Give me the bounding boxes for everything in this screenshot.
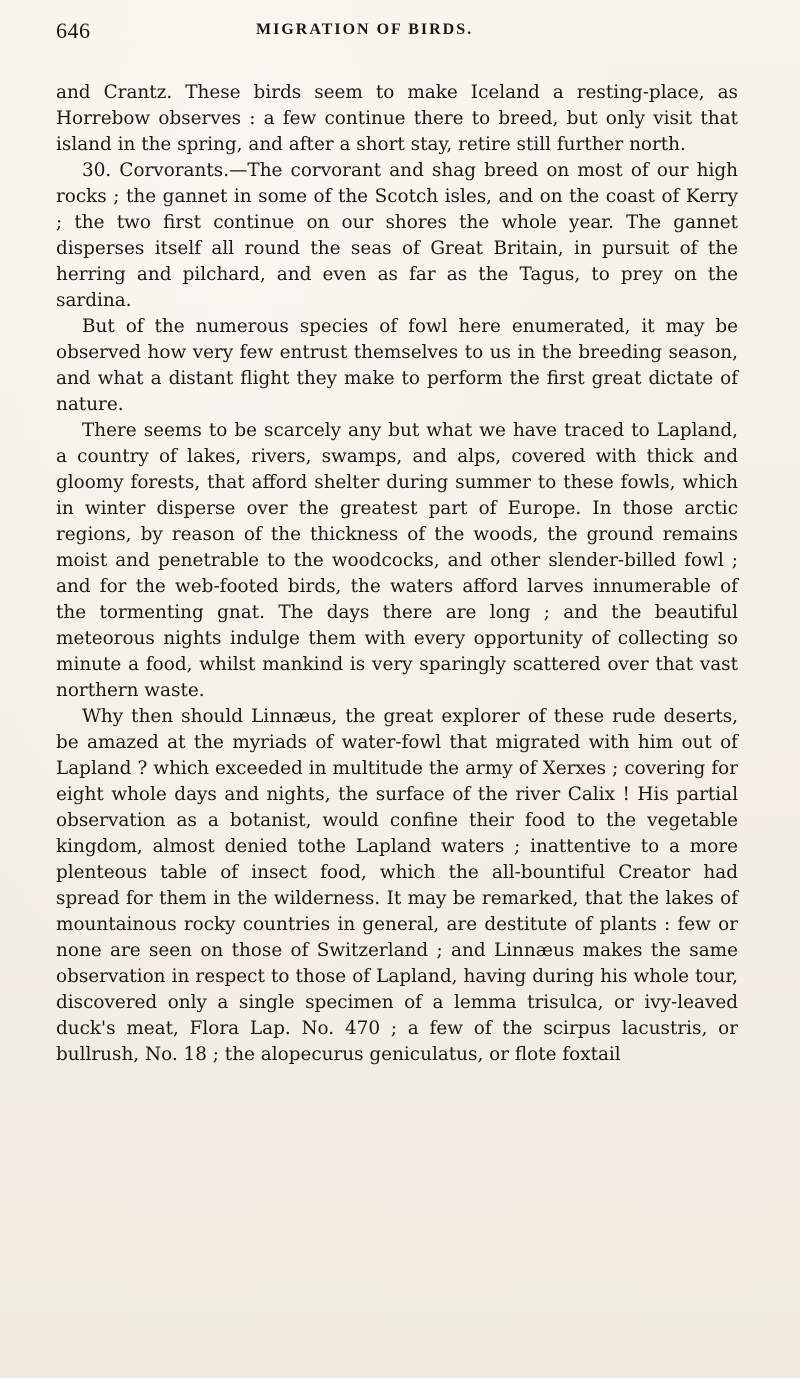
- paragraph-linnaeus: Why then should Linnæus, the great explorer of these rude deserts, be amazed at the myriads of water-fowl that migrated with him out of Lapland ? which exceeded in multitude the army of Xerxes ; covering for eight whole days and nights, the surface of the river Calix ! His partial observation as a botanist, would confine their food to the vegetable kingdom, almost denied tothe Lapland waters ; inattentive to a more plenteous table of insect food, which the all-bountiful Creator had spread for them in the wilderness. It may be remarked, that the lakes of mountainous rocky countries in general, are destitute of plants : few or none are seen on those of Switzerland ; and Linnæus makes the same observation in respect to those of Lapland, having during his whole tour, discovered only a single specimen of a lemma trisulca, or ivy-leaved duck's meat, Flora Lap. No. 470 ; a few of the scirpus lacustris, or bullrush, No. 18 ; the alopecurus geniculatus, or flote foxtail: [56, 706, 738, 1065]
- body-text: [56, 80, 738, 1068]
- paragraph-continuation: and Crantz. These birds seem to make Iceland a resting-place, as Horrebow observes : a few continue there to breed, but only visit that island in the spring, and after a short stay, retire still further north.: [56, 82, 738, 155]
- paragraph-breeding-season: But of the numerous species of fowl here enumerated, it may be observed how very few entrust themselves to us in the breeding season, and what a distant flight they make to perform the first great dictate of nature.: [56, 316, 738, 415]
- page-number: 646: [56, 18, 91, 43]
- paragraph-lapland: There seems to be scarcely any but what we have traced to Lapland, a country of lakes, rivers, swamps, and alps, covered with thick and gloomy forests, that afford shelter during summer to these fowls, which in winter disperse over the greatest part of Europe. In those arctic regions, by reason of the thickness of the woods, the ground remains moist and penetrable to the woodcocks, and other slender-billed fowl ; and for the web-footed birds, the waters afford larves innumerable of the tormenting gnat. The days there are long ; and the beautiful meteorous nights indulge them with every opportunity of collecting so minute a food, whilst mankind is very sparingly scattered over that vast northern waste.: [56, 420, 738, 701]
- running-title: MIGRATION OF BIRDS.: [256, 21, 474, 38]
- paragraph-corvorants: 30. Corvorants.—The corvorant and shag breed on most of our high rocks ; the gannet in some of the Scotch isles, and on the coast of Kerry ; the two first continue on our shores the whole year. The gannet disperses itself all round the seas of Great Britain, in pursuit of the herring and pilchard, and even as far as the Tagus, to prey on the sardina.: [56, 160, 738, 311]
- running-head: [56, 18, 738, 60]
